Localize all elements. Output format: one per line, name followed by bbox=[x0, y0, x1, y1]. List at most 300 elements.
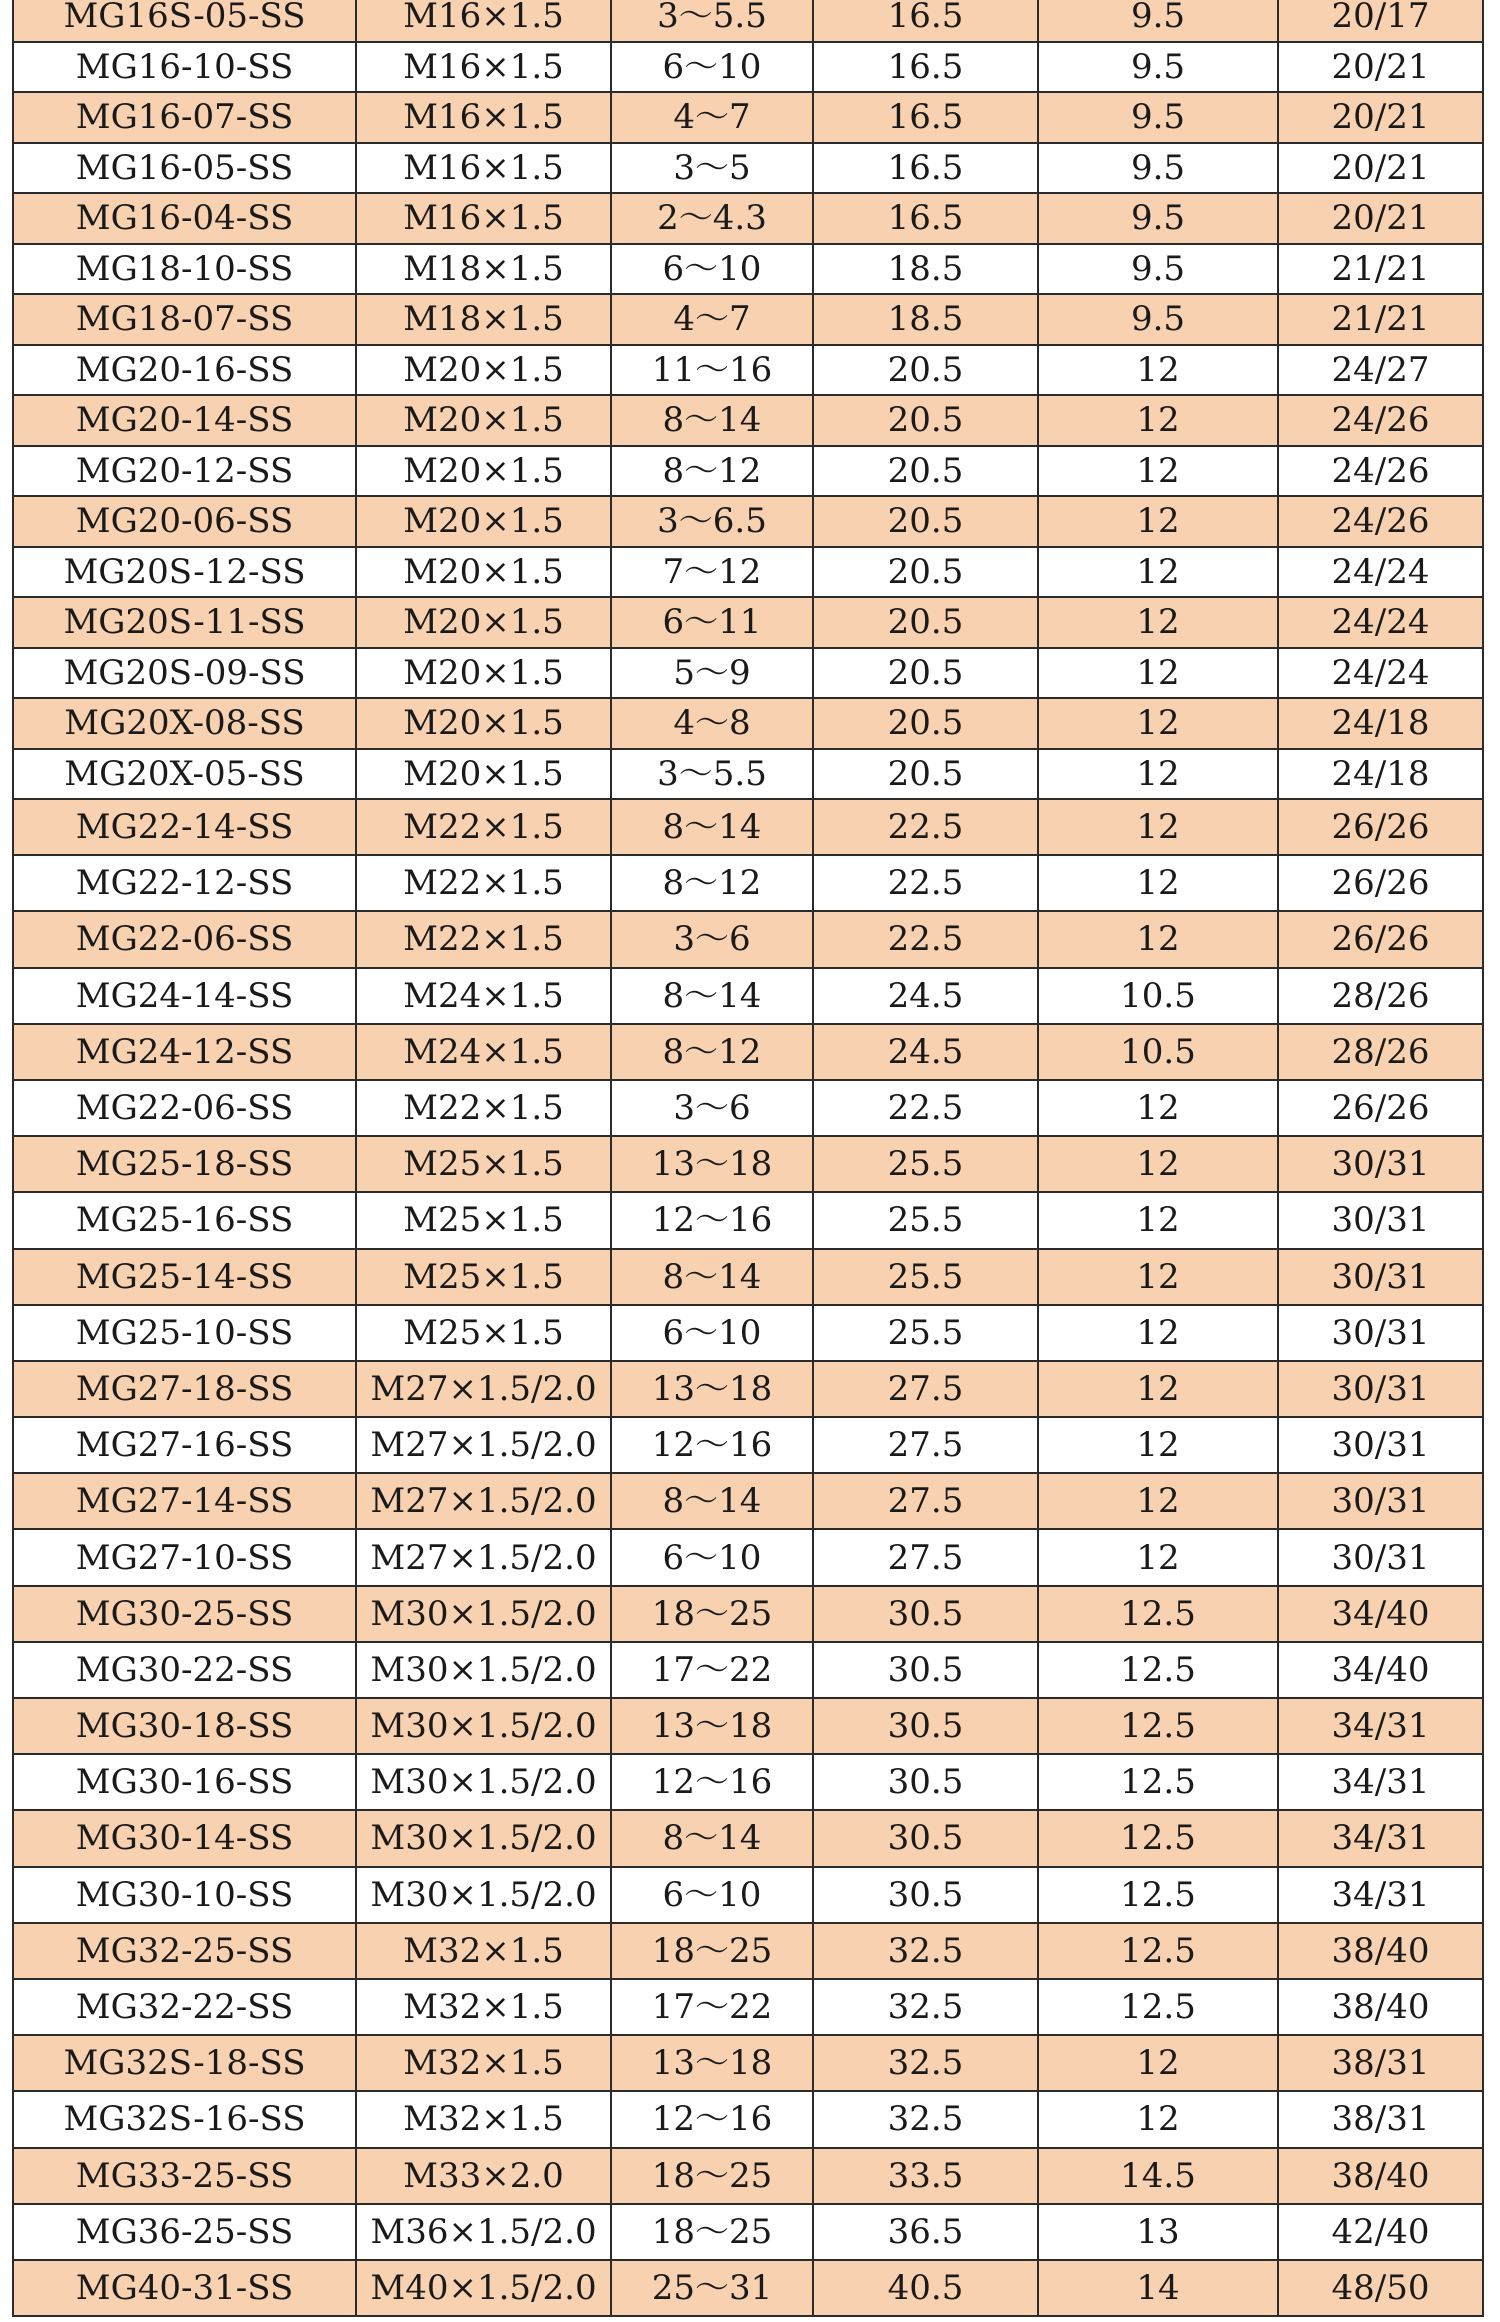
height-cell: 12 bbox=[1038, 698, 1278, 749]
diameter-cell: 30.5 bbox=[813, 1810, 1038, 1866]
diameter-cell: 16.5 bbox=[813, 0, 1038, 42]
height-cell: 12.5 bbox=[1038, 1754, 1278, 1810]
diameter-cell: 20.5 bbox=[813, 597, 1038, 648]
model-cell: MG16-10-SS bbox=[13, 42, 356, 93]
table-row bbox=[13, 496, 1483, 547]
height-cell: 9.5 bbox=[1038, 193, 1278, 244]
wrench-size-cell: 28/26 bbox=[1278, 968, 1483, 1024]
height-cell: 13 bbox=[1038, 2204, 1278, 2260]
thread-cell: M22×1.5 bbox=[356, 1080, 611, 1136]
height-cell: 12 bbox=[1038, 1473, 1278, 1529]
wrench-size-cell: 20/21 bbox=[1278, 42, 1483, 93]
wrench-size-cell: 38/31 bbox=[1278, 2091, 1483, 2147]
range-cell: 13～18 bbox=[611, 1361, 813, 1417]
wrench-size-cell: 24/24 bbox=[1278, 597, 1483, 648]
table-row bbox=[13, 1136, 1483, 1192]
table-row bbox=[13, 1586, 1483, 1642]
height-cell: 12.5 bbox=[1038, 1923, 1278, 1979]
model-cell: MG16-07-SS bbox=[13, 92, 356, 143]
range-cell: 8～12 bbox=[611, 1024, 813, 1080]
table-row bbox=[13, 2148, 1483, 2204]
diameter-cell: 24.5 bbox=[813, 968, 1038, 1024]
wrench-size-cell: 20/21 bbox=[1278, 143, 1483, 194]
height-cell: 14 bbox=[1038, 2260, 1278, 2316]
height-cell: 12 bbox=[1038, 2091, 1278, 2147]
thread-cell: M40×1.5/2.0 bbox=[356, 2260, 611, 2316]
height-cell: 9.5 bbox=[1038, 294, 1278, 345]
wrench-size-cell: 30/31 bbox=[1278, 1361, 1483, 1417]
range-cell: 6～10 bbox=[611, 1529, 813, 1585]
wrench-size-cell: 24/26 bbox=[1278, 496, 1483, 547]
model-cell: MG20-06-SS bbox=[13, 496, 356, 547]
diameter-cell: 30.5 bbox=[813, 1586, 1038, 1642]
wrench-size-cell: 26/26 bbox=[1278, 911, 1483, 967]
range-cell: 11～16 bbox=[611, 345, 813, 396]
thread-cell: M20×1.5 bbox=[356, 698, 611, 749]
height-cell: 9.5 bbox=[1038, 143, 1278, 194]
range-cell: 12～16 bbox=[611, 1754, 813, 1810]
height-cell: 12 bbox=[1038, 547, 1278, 598]
wrench-size-cell: 42/40 bbox=[1278, 2204, 1483, 2260]
diameter-cell: 27.5 bbox=[813, 1473, 1038, 1529]
range-cell: 6～11 bbox=[611, 597, 813, 648]
diameter-cell: 24.5 bbox=[813, 1024, 1038, 1080]
thread-cell: M16×1.5 bbox=[356, 92, 611, 143]
wrench-size-cell: 20/21 bbox=[1278, 92, 1483, 143]
wrench-size-cell: 21/21 bbox=[1278, 244, 1483, 295]
wrench-size-cell: 30/31 bbox=[1278, 1136, 1483, 1192]
wrench-size-cell: 34/40 bbox=[1278, 1586, 1483, 1642]
table-row bbox=[13, 395, 1483, 446]
range-cell: 18～25 bbox=[611, 2148, 813, 2204]
range-cell: 12～16 bbox=[611, 2091, 813, 2147]
model-cell: MG36-25-SS bbox=[13, 2204, 356, 2260]
range-cell: 6～10 bbox=[611, 1305, 813, 1361]
model-cell: MG27-14-SS bbox=[13, 1473, 356, 1529]
model-cell: MG30-18-SS bbox=[13, 1698, 356, 1754]
height-cell: 12.5 bbox=[1038, 1586, 1278, 1642]
model-cell: MG20-16-SS bbox=[13, 345, 356, 396]
thread-cell: M32×1.5 bbox=[356, 2035, 611, 2091]
table-row bbox=[13, 1810, 1483, 1866]
thread-cell: M27×1.5/2.0 bbox=[356, 1361, 611, 1417]
thread-cell: M16×1.5 bbox=[356, 42, 611, 93]
table-row bbox=[13, 1192, 1483, 1248]
diameter-cell: 16.5 bbox=[813, 143, 1038, 194]
table-row bbox=[13, 1473, 1483, 1529]
model-cell: MG22-12-SS bbox=[13, 855, 356, 911]
range-cell: 4～8 bbox=[611, 698, 813, 749]
thread-cell: M22×1.5 bbox=[356, 911, 611, 967]
height-cell: 12 bbox=[1038, 1192, 1278, 1248]
diameter-cell: 30.5 bbox=[813, 1754, 1038, 1810]
table-row bbox=[13, 1305, 1483, 1361]
height-cell: 12 bbox=[1038, 597, 1278, 648]
model-cell: MG25-18-SS bbox=[13, 1136, 356, 1192]
range-cell: 6～10 bbox=[611, 1867, 813, 1923]
thread-cell: M24×1.5 bbox=[356, 968, 611, 1024]
height-cell: 12 bbox=[1038, 1305, 1278, 1361]
diameter-cell: 16.5 bbox=[813, 92, 1038, 143]
range-cell: 7～12 bbox=[611, 547, 813, 598]
thread-cell: M36×1.5/2.0 bbox=[356, 2204, 611, 2260]
wrench-size-cell: 38/31 bbox=[1278, 2035, 1483, 2091]
diameter-cell: 32.5 bbox=[813, 1979, 1038, 2035]
diameter-cell: 36.5 bbox=[813, 2204, 1038, 2260]
height-cell: 12 bbox=[1038, 1249, 1278, 1305]
height-cell: 12 bbox=[1038, 1136, 1278, 1192]
model-cell: MG20S-11-SS bbox=[13, 597, 356, 648]
table-row bbox=[13, 2091, 1483, 2147]
table-row bbox=[13, 1529, 1483, 1585]
diameter-cell: 22.5 bbox=[813, 1080, 1038, 1136]
thread-cell: M24×1.5 bbox=[356, 1024, 611, 1080]
thread-cell: M30×1.5/2.0 bbox=[356, 1867, 611, 1923]
model-cell: MG25-10-SS bbox=[13, 1305, 356, 1361]
model-cell: MG20S-09-SS bbox=[13, 648, 356, 699]
diameter-cell: 30.5 bbox=[813, 1698, 1038, 1754]
table-row bbox=[13, 1080, 1483, 1136]
model-cell: MG40-31-SS bbox=[13, 2260, 356, 2316]
height-cell: 9.5 bbox=[1038, 0, 1278, 42]
wrench-size-cell: 38/40 bbox=[1278, 1979, 1483, 2035]
thread-cell: M30×1.5/2.0 bbox=[356, 1754, 611, 1810]
height-cell: 12 bbox=[1038, 345, 1278, 396]
height-cell: 12 bbox=[1038, 2035, 1278, 2091]
range-cell: 25～31 bbox=[611, 2260, 813, 2316]
model-cell: MG30-22-SS bbox=[13, 1642, 356, 1698]
thread-cell: M20×1.5 bbox=[356, 496, 611, 547]
table-row bbox=[13, 911, 1483, 967]
wrench-size-cell: 24/27 bbox=[1278, 345, 1483, 396]
model-cell: MG16S-05-SS bbox=[13, 0, 356, 42]
table-row bbox=[13, 345, 1483, 396]
range-cell: 4～7 bbox=[611, 92, 813, 143]
diameter-cell: 22.5 bbox=[813, 911, 1038, 967]
wrench-size-cell: 21/21 bbox=[1278, 294, 1483, 345]
diameter-cell: 27.5 bbox=[813, 1417, 1038, 1473]
wrench-size-cell: 34/31 bbox=[1278, 1754, 1483, 1810]
model-cell: MG18-10-SS bbox=[13, 244, 356, 295]
diameter-cell: 20.5 bbox=[813, 446, 1038, 497]
height-cell: 12 bbox=[1038, 799, 1278, 855]
thread-cell: M20×1.5 bbox=[356, 395, 611, 446]
diameter-cell: 22.5 bbox=[813, 855, 1038, 911]
table-row bbox=[13, 92, 1483, 143]
height-cell: 12 bbox=[1038, 1361, 1278, 1417]
diameter-cell: 32.5 bbox=[813, 1923, 1038, 1979]
table-row bbox=[13, 1698, 1483, 1754]
range-cell: 12～16 bbox=[611, 1417, 813, 1473]
height-cell: 12 bbox=[1038, 395, 1278, 446]
height-cell: 10.5 bbox=[1038, 968, 1278, 1024]
diameter-cell: 27.5 bbox=[813, 1529, 1038, 1585]
height-cell: 9.5 bbox=[1038, 42, 1278, 93]
wrench-size-cell: 20/21 bbox=[1278, 193, 1483, 244]
model-cell: MG18-07-SS bbox=[13, 294, 356, 345]
thread-cell: M30×1.5/2.0 bbox=[356, 1642, 611, 1698]
diameter-cell: 25.5 bbox=[813, 1192, 1038, 1248]
thread-cell: M16×1.5 bbox=[356, 0, 611, 42]
table-row bbox=[13, 446, 1483, 497]
range-cell: 3～5.5 bbox=[611, 749, 813, 800]
model-cell: MG32-25-SS bbox=[13, 1923, 356, 1979]
thread-cell: M20×1.5 bbox=[356, 345, 611, 396]
table-row bbox=[13, 244, 1483, 295]
thread-cell: M30×1.5/2.0 bbox=[356, 1586, 611, 1642]
table-row bbox=[13, 2035, 1483, 2091]
diameter-cell: 22.5 bbox=[813, 799, 1038, 855]
table-row bbox=[13, 547, 1483, 598]
model-cell: MG20X-08-SS bbox=[13, 698, 356, 749]
table-row bbox=[13, 1361, 1483, 1417]
range-cell: 6～10 bbox=[611, 244, 813, 295]
range-cell: 8～14 bbox=[611, 799, 813, 855]
height-cell: 12 bbox=[1038, 1080, 1278, 1136]
table-row bbox=[13, 597, 1483, 648]
thread-cell: M20×1.5 bbox=[356, 446, 611, 497]
model-cell: MG20-12-SS bbox=[13, 446, 356, 497]
range-cell: 8～14 bbox=[611, 1473, 813, 1529]
diameter-cell: 16.5 bbox=[813, 193, 1038, 244]
table-row bbox=[13, 1249, 1483, 1305]
range-cell: 18～25 bbox=[611, 1923, 813, 1979]
wrench-size-cell: 30/31 bbox=[1278, 1529, 1483, 1585]
height-cell: 12 bbox=[1038, 446, 1278, 497]
model-cell: MG30-14-SS bbox=[13, 1810, 356, 1866]
model-cell: MG20S-12-SS bbox=[13, 547, 356, 598]
model-cell: MG32-22-SS bbox=[13, 1979, 356, 2035]
diameter-cell: 18.5 bbox=[813, 294, 1038, 345]
model-cell: MG16-04-SS bbox=[13, 193, 356, 244]
thread-cell: M27×1.5/2.0 bbox=[356, 1529, 611, 1585]
wrench-size-cell: 30/31 bbox=[1278, 1192, 1483, 1248]
table-row bbox=[13, 799, 1483, 855]
range-cell: 3～6 bbox=[611, 1080, 813, 1136]
table-row bbox=[13, 1642, 1483, 1698]
thread-cell: M16×1.5 bbox=[356, 143, 611, 194]
table-row bbox=[13, 2260, 1483, 2316]
model-cell: MG22-06-SS bbox=[13, 911, 356, 967]
thread-cell: M22×1.5 bbox=[356, 799, 611, 855]
range-cell: 13～18 bbox=[611, 2035, 813, 2091]
wrench-size-cell: 20/17 bbox=[1278, 0, 1483, 42]
height-cell: 12.5 bbox=[1038, 1979, 1278, 2035]
range-cell: 8～12 bbox=[611, 855, 813, 911]
thread-cell: M18×1.5 bbox=[356, 244, 611, 295]
wrench-size-cell: 30/31 bbox=[1278, 1473, 1483, 1529]
height-cell: 12.5 bbox=[1038, 1810, 1278, 1866]
model-cell: MG27-16-SS bbox=[13, 1417, 356, 1473]
table-row bbox=[13, 855, 1483, 911]
table-row bbox=[13, 2204, 1483, 2260]
model-cell: MG20X-05-SS bbox=[13, 749, 356, 800]
diameter-cell: 20.5 bbox=[813, 749, 1038, 800]
model-cell: MG32S-16-SS bbox=[13, 2091, 356, 2147]
thread-cell: M16×1.5 bbox=[356, 193, 611, 244]
height-cell: 9.5 bbox=[1038, 244, 1278, 295]
wrench-size-cell: 30/31 bbox=[1278, 1305, 1483, 1361]
range-cell: 18～25 bbox=[611, 1586, 813, 1642]
height-cell: 12 bbox=[1038, 648, 1278, 699]
wrench-size-cell: 26/26 bbox=[1278, 799, 1483, 855]
table-row bbox=[13, 698, 1483, 749]
diameter-cell: 20.5 bbox=[813, 496, 1038, 547]
height-cell: 12 bbox=[1038, 496, 1278, 547]
wrench-size-cell: 28/26 bbox=[1278, 1024, 1483, 1080]
diameter-cell: 30.5 bbox=[813, 1642, 1038, 1698]
height-cell: 10.5 bbox=[1038, 1024, 1278, 1080]
diameter-cell: 16.5 bbox=[813, 42, 1038, 93]
diameter-cell: 40.5 bbox=[813, 2260, 1038, 2316]
spec-table-body bbox=[13, 0, 1483, 2316]
table-row bbox=[13, 648, 1483, 699]
wrench-size-cell: 24/24 bbox=[1278, 648, 1483, 699]
wrench-size-cell: 30/31 bbox=[1278, 1417, 1483, 1473]
diameter-cell: 33.5 bbox=[813, 2148, 1038, 2204]
table-row bbox=[13, 1979, 1483, 2035]
table-row bbox=[13, 143, 1483, 194]
diameter-cell: 25.5 bbox=[813, 1136, 1038, 1192]
height-cell: 12 bbox=[1038, 855, 1278, 911]
wrench-size-cell: 38/40 bbox=[1278, 1923, 1483, 1979]
model-cell: MG30-25-SS bbox=[13, 1586, 356, 1642]
wrench-size-cell: 24/24 bbox=[1278, 547, 1483, 598]
model-cell: MG30-16-SS bbox=[13, 1754, 356, 1810]
height-cell: 12.5 bbox=[1038, 1642, 1278, 1698]
table-row bbox=[13, 193, 1483, 244]
range-cell: 3～5.5 bbox=[611, 0, 813, 42]
range-cell: 8～14 bbox=[611, 968, 813, 1024]
diameter-cell: 27.5 bbox=[813, 1361, 1038, 1417]
diameter-cell: 20.5 bbox=[813, 648, 1038, 699]
table-row bbox=[13, 42, 1483, 93]
height-cell: 14.5 bbox=[1038, 2148, 1278, 2204]
thread-cell: M25×1.5 bbox=[356, 1192, 611, 1248]
wrench-size-cell: 24/18 bbox=[1278, 749, 1483, 800]
height-cell: 12 bbox=[1038, 749, 1278, 800]
diameter-cell: 20.5 bbox=[813, 547, 1038, 598]
diameter-cell: 20.5 bbox=[813, 395, 1038, 446]
range-cell: 13～18 bbox=[611, 1136, 813, 1192]
range-cell: 3～6 bbox=[611, 911, 813, 967]
table-row bbox=[13, 1417, 1483, 1473]
model-cell: MG24-14-SS bbox=[13, 968, 356, 1024]
model-cell: MG20-14-SS bbox=[13, 395, 356, 446]
wrench-size-cell: 48/50 bbox=[1278, 2260, 1483, 2316]
range-cell: 5～9 bbox=[611, 648, 813, 699]
thread-cell: M20×1.5 bbox=[356, 749, 611, 800]
thread-cell: M30×1.5/2.0 bbox=[356, 1698, 611, 1754]
model-cell: MG16-05-SS bbox=[13, 143, 356, 194]
thread-cell: M20×1.5 bbox=[356, 648, 611, 699]
range-cell: 2～4.3 bbox=[611, 193, 813, 244]
model-cell: MG32S-18-SS bbox=[13, 2035, 356, 2091]
height-cell: 12 bbox=[1038, 911, 1278, 967]
diameter-cell: 20.5 bbox=[813, 345, 1038, 396]
range-cell: 4～7 bbox=[611, 294, 813, 345]
wrench-size-cell: 34/31 bbox=[1278, 1867, 1483, 1923]
thread-cell: M20×1.5 bbox=[356, 547, 611, 598]
table-row bbox=[13, 749, 1483, 800]
table-row bbox=[13, 1754, 1483, 1810]
wrench-size-cell: 24/26 bbox=[1278, 395, 1483, 446]
height-cell: 12.5 bbox=[1038, 1698, 1278, 1754]
model-cell: MG30-10-SS bbox=[13, 1867, 356, 1923]
model-cell: MG25-16-SS bbox=[13, 1192, 356, 1248]
thread-cell: M27×1.5/2.0 bbox=[356, 1473, 611, 1529]
diameter-cell: 20.5 bbox=[813, 698, 1038, 749]
wrench-size-cell: 30/31 bbox=[1278, 1249, 1483, 1305]
model-cell: MG22-14-SS bbox=[13, 799, 356, 855]
model-cell: MG24-12-SS bbox=[13, 1024, 356, 1080]
diameter-cell: 18.5 bbox=[813, 244, 1038, 295]
model-cell: MG27-18-SS bbox=[13, 1361, 356, 1417]
diameter-cell: 30.5 bbox=[813, 1867, 1038, 1923]
model-cell: MG27-10-SS bbox=[13, 1529, 356, 1585]
range-cell: 12～16 bbox=[611, 1192, 813, 1248]
range-cell: 17～22 bbox=[611, 1979, 813, 2035]
height-cell: 9.5 bbox=[1038, 92, 1278, 143]
wrench-size-cell: 26/26 bbox=[1278, 1080, 1483, 1136]
wrench-size-cell: 24/26 bbox=[1278, 446, 1483, 497]
height-cell: 12.5 bbox=[1038, 1867, 1278, 1923]
thread-cell: M25×1.5 bbox=[356, 1305, 611, 1361]
wrench-size-cell: 26/26 bbox=[1278, 855, 1483, 911]
range-cell: 8～12 bbox=[611, 446, 813, 497]
thread-cell: M32×1.5 bbox=[356, 1979, 611, 2035]
thread-cell: M27×1.5/2.0 bbox=[356, 1417, 611, 1473]
thread-cell: M25×1.5 bbox=[356, 1249, 611, 1305]
table-row bbox=[13, 968, 1483, 1024]
table-row bbox=[13, 1923, 1483, 1979]
range-cell: 3～5 bbox=[611, 143, 813, 194]
table-row bbox=[13, 1867, 1483, 1923]
diameter-cell: 25.5 bbox=[813, 1305, 1038, 1361]
diameter-cell: 25.5 bbox=[813, 1249, 1038, 1305]
spec-table bbox=[12, 0, 1484, 2317]
table-row bbox=[13, 1024, 1483, 1080]
range-cell: 18～25 bbox=[611, 2204, 813, 2260]
thread-cell: M18×1.5 bbox=[356, 294, 611, 345]
range-cell: 3～6.5 bbox=[611, 496, 813, 547]
model-cell: MG25-14-SS bbox=[13, 1249, 356, 1305]
table-row bbox=[13, 294, 1483, 345]
thread-cell: M25×1.5 bbox=[356, 1136, 611, 1192]
wrench-size-cell: 34/40 bbox=[1278, 1642, 1483, 1698]
model-cell: MG22-06-SS bbox=[13, 1080, 356, 1136]
thread-cell: M32×1.5 bbox=[356, 1923, 611, 1979]
thread-cell: M22×1.5 bbox=[356, 855, 611, 911]
wrench-size-cell: 34/31 bbox=[1278, 1698, 1483, 1754]
model-cell: MG33-25-SS bbox=[13, 2148, 356, 2204]
thread-cell: M32×1.5 bbox=[356, 2091, 611, 2147]
range-cell: 8～14 bbox=[611, 1810, 813, 1866]
wrench-size-cell: 34/31 bbox=[1278, 1810, 1483, 1866]
height-cell: 12 bbox=[1038, 1529, 1278, 1585]
wrench-size-cell: 24/18 bbox=[1278, 698, 1483, 749]
thread-cell: M20×1.5 bbox=[356, 597, 611, 648]
diameter-cell: 32.5 bbox=[813, 2035, 1038, 2091]
range-cell: 6～10 bbox=[611, 42, 813, 93]
height-cell: 12 bbox=[1038, 1417, 1278, 1473]
thread-cell: M33×2.0 bbox=[356, 2148, 611, 2204]
wrench-size-cell: 38/40 bbox=[1278, 2148, 1483, 2204]
table-row bbox=[13, 0, 1483, 42]
diameter-cell: 32.5 bbox=[813, 2091, 1038, 2147]
range-cell: 13～18 bbox=[611, 1698, 813, 1754]
thread-cell: M30×1.5/2.0 bbox=[356, 1810, 611, 1866]
